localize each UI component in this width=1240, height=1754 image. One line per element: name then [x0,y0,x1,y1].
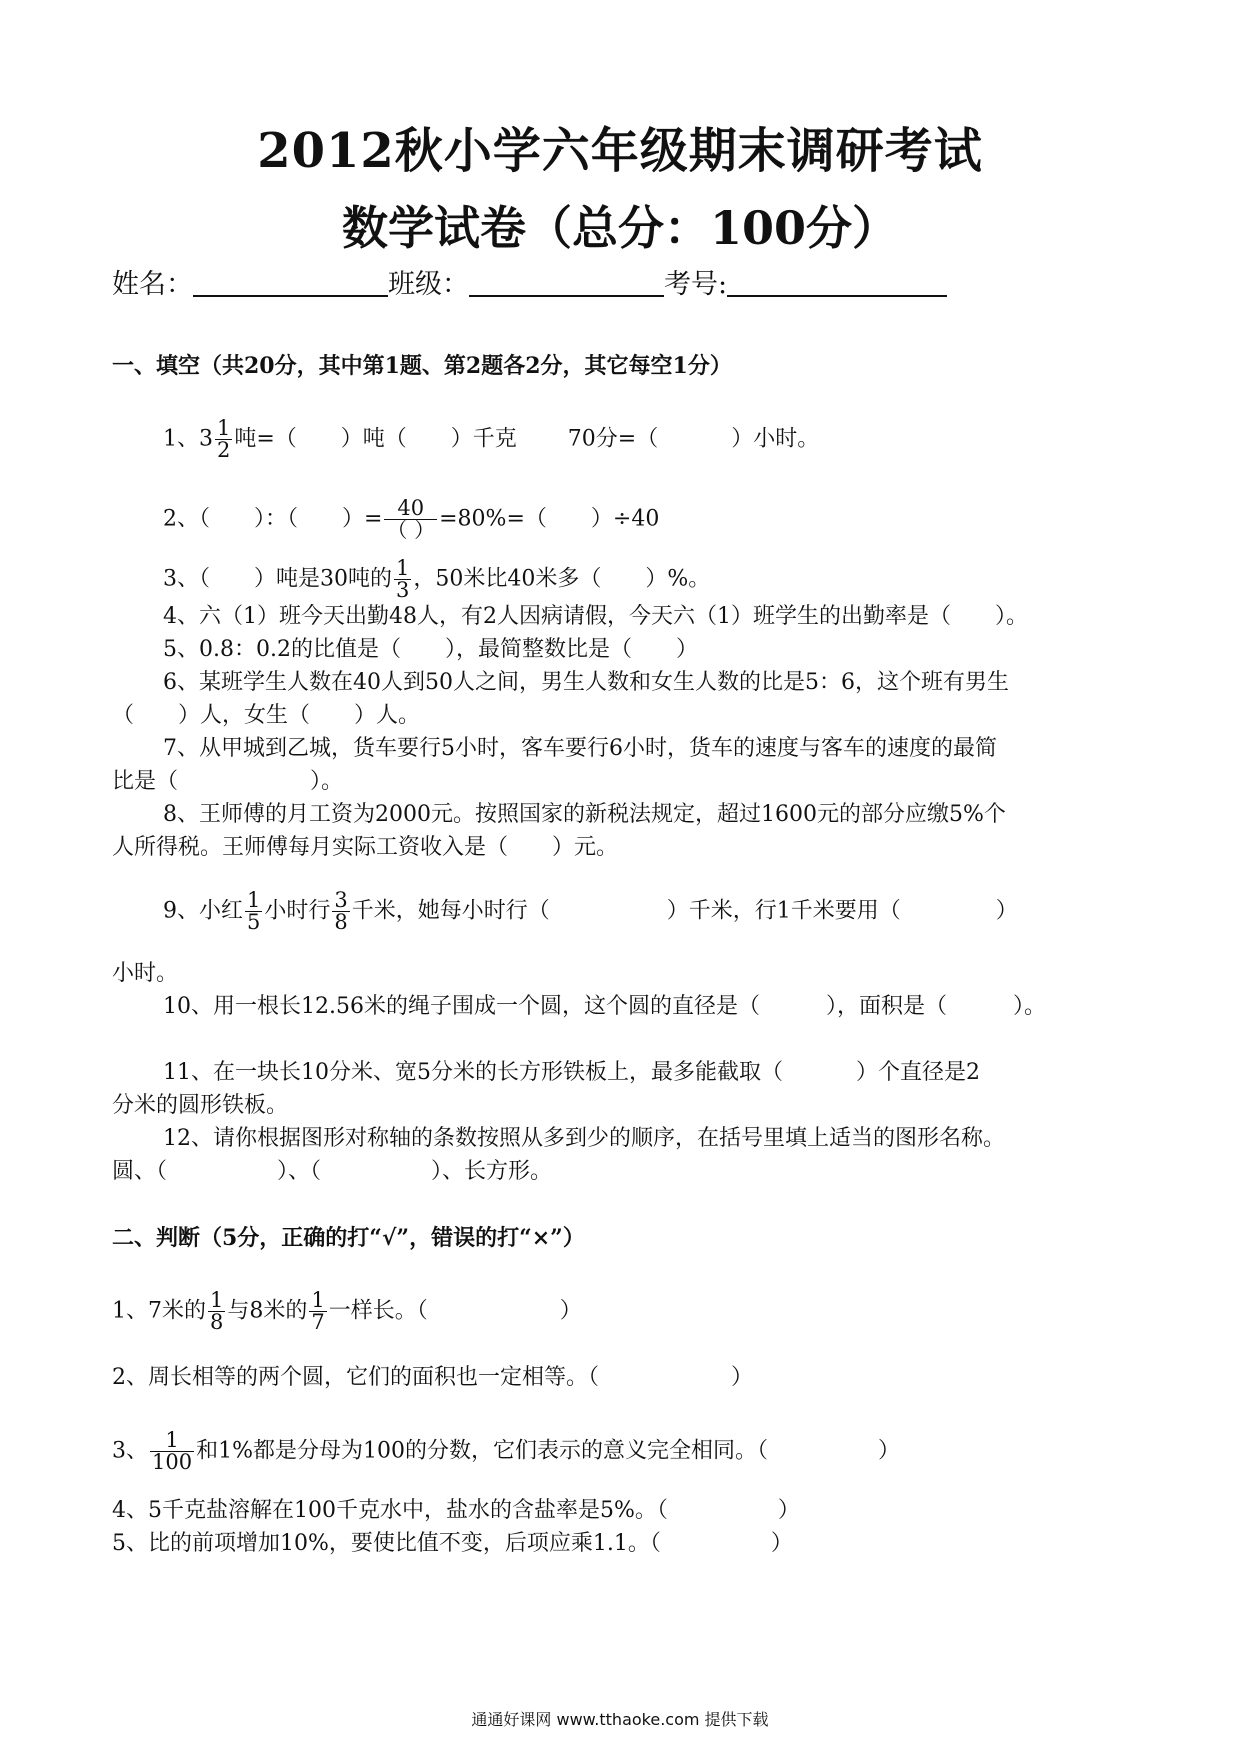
s1-question-6-line2: （ ）人，女生（ ）人。 [112,703,421,728]
fraction: $\frac{1}{8}$ [210,1288,224,1334]
s1-question-4: 4、六（1）班今天出勤48人，有2人因病请假，今天六（1）班学生的出勤率是（ ）。 [163,604,1028,629]
s1-question-10: 10、用一根长12.56米的绳子围成一个圆，这个圆的直径是（ ），面积是（ ）。 [163,994,1046,1019]
s1-question-3: 3、（ ）吨是30吨的 $\frac{1}{3}$ ，50米比40米多（ ）%。 [163,556,711,602]
name-blank[interactable] [193,295,388,297]
s2-question-1: 1、7米的 $\frac{1}{8}$ 与8米的 $\frac{1}{7}$ 一样长。（ ） [112,1288,582,1334]
s2-question-5: 5、比的前项增加10%，要使比值不变，后项应乘1.1。（ ） [112,1531,793,1556]
s1-question-8-line2: 人所得税。王师傅每月实际工资收入是（ ）元。 [112,835,619,860]
exam-title: 2012秋小学六年级期末调研考试 [257,123,983,179]
number-blank[interactable] [727,295,947,297]
fraction: $\frac{3}{8}$ [334,888,348,934]
s1-question-9: 9、小红 $\frac{1}{5}$ 小时行 $\frac{3}{8}$ 千米，她每小时行（ ）千米，行1千米要用（ ） [163,888,1018,934]
fraction: $\frac{1}{7}$ [311,1288,325,1334]
s1-question-8-line1: 8、王师傅的月工资为2000元。按照国家的新税法规定，超过1600元的部分应缴5%个 [163,802,1006,827]
fraction: $\frac{1}{2}$ [217,416,231,462]
s1-question-11-line1: 11、在一块长10分米、宽5分米的长方形铁板上，最多能截取（ ）个直径是2 [163,1060,980,1085]
s2-question-2: 2、周长相等的两个圆，它们的面积也一定相等。（ ） [112,1365,753,1390]
fraction: $\frac{1}{3}$ [396,556,410,602]
s1-question-5: 5、0.8：0.2的比值是（ ），最简整数比是（ ） [163,637,698,662]
s1-question-11-line2: 分米的圆形铁板。 [112,1093,289,1118]
exam-subtitle: 数学试卷（总分：100分） [341,201,899,255]
number-label: 考号: [664,269,728,300]
s1-question-7-line2: 比是（ ）。 [112,769,344,794]
section2-heading: 二、判断（5分，正确的打“√”，错误的打“×”） [112,1225,585,1251]
s1-question-12-line1: 12、请你根据图形对称轴的条数按照从多到少的顺序，在括号里填上适当的图形名称。 [163,1126,1005,1151]
class-blank[interactable] [469,295,664,297]
s2-question-4: 4、5千克盐溶解在100千克水中，盐水的含盐率是5%。（ ） [112,1498,800,1523]
footer-download-note: 通通好课网 www.tthaoke.com 提供下载 [471,1710,769,1729]
s1-question-6-line1: 6、某班学生人数在40人到50人之间，男生人数和女生人数的比是5：6，这个班有男生 [163,670,1009,695]
s1-question-1: 1、3 $\frac{1}{2}$ 吨=（ ）吨（ ）千克 70分=（ ）小时。 [163,416,820,462]
fraction: $\frac{40}{( )}$ [386,496,436,542]
s1-question-12-line2: 圆、（ ）、（ ）、长方形。 [112,1159,553,1184]
section1-heading: 一、填空（共20分，其中第1题、第2题各2分，其它每空1分） [112,353,732,379]
class-label: 班级： [388,269,469,300]
name-label: 姓名： [112,269,193,300]
s1-question-2: 2、（ ）：（ ）= $\frac{40}{( )}$ =80%=（ ）÷40 [163,496,660,542]
s1-question-9-line2: 小时。 [112,961,179,986]
fraction: $\frac{1}{5}$ [247,888,261,934]
s1-question-7-line1: 7、从甲城到乙城，货车要行5小时，客车要行6小时，货车的速度与客车的速度的最简 [163,736,997,761]
s2-question-3: 3、 $\frac{1}{100}$ 和1%都是分母为100的分数，它们表示的意义完全相同。（ ） [112,1428,900,1474]
student-info-row [112,262,947,301]
fraction: $\frac{1}{100}$ [152,1428,193,1474]
